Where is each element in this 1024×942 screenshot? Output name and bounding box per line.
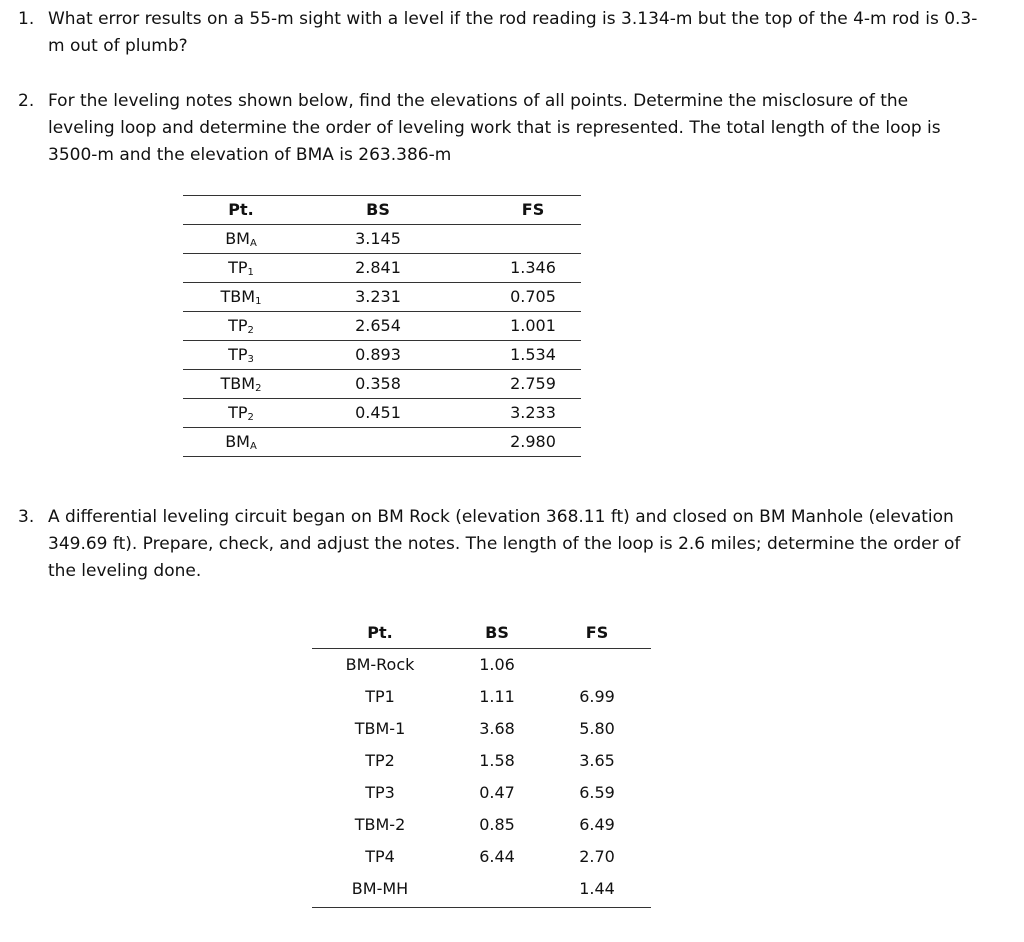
foresight-cell: 2.70 [579,847,615,866]
point-cell: TP3 [365,783,395,802]
foresight-cell: 6.59 [579,783,615,802]
foresight-cell: 2.759 [510,374,556,393]
backsight-cell: 1.06 [479,655,515,674]
backsight-cell: 2.841 [355,258,401,277]
foresight-cell: 6.99 [579,687,615,706]
backsight-cell: 1.11 [479,687,515,706]
table-row [183,428,581,457]
question-text: A differential leveling circuit began on BM Rock (elevation 368.11 ft) and closed on BM Manhole (elevation 349.69 ft). Prepare, check, and adjust the notes. The length of the loop is 2.6 miles; determine the order of the leveling done. [48,507,961,581]
backsight-cell: 3.68 [479,719,515,738]
point-name: BM [225,432,250,451]
backsight-cell: 2.654 [355,316,401,335]
point-subscript: A [249,441,257,452]
point-name: TP [228,258,248,277]
point-cell: TP4 [365,847,395,866]
point-subscript: 2 [255,383,262,394]
question-number: 1. [18,9,35,29]
point-name: TP [228,403,248,422]
backsight-cell: 3.145 [355,229,401,248]
leveling-notes-table-metric [183,195,581,457]
question-2 [18,88,978,169]
point-cell: TP1 [365,687,395,706]
point-subscript: 1 [255,296,262,307]
question-number: 2. [18,91,35,111]
table-header-row [312,618,651,649]
point-name: TP [228,316,248,335]
point-name: TBM [220,287,256,306]
foresight-cell: 1.44 [579,879,615,898]
table-row [312,873,651,908]
table-row [312,649,651,681]
backsight-cell: 0.893 [355,345,401,364]
table-row [312,841,651,873]
table-row [312,713,651,745]
question-text: What error results on a 55-m sight with a level if the rod reading is 3.134-m but the top of the 4-m rod is 0.3-m out of plumb? [48,9,978,56]
table-row [183,312,581,341]
table-row [183,370,581,399]
point-name: BM [225,229,250,248]
foresight-cell: 0.705 [510,287,556,306]
table-header-row [183,196,581,225]
point-cell: BM-MH [351,879,409,898]
question-1 [18,6,978,60]
table-row [183,254,581,283]
table-row [312,777,651,809]
point-cell [203,428,279,461]
foresight-cell: 3.233 [510,403,556,422]
foresight-cell: 1.534 [510,345,556,364]
foresight-cell: 3.65 [579,751,615,770]
question-text: For the leveling notes shown below, find the elevations of all points. Determine the misclosure of the leveling loop and determine the order of leveling work that is represented. The total length of the loop is 3500-m and the elevation of BMA is 263.386-m [48,91,941,165]
column-header: BS [366,200,390,219]
table-row [312,809,651,841]
point-subscript: 1 [247,267,254,278]
point-subscript: 2 [247,412,254,423]
point-subscript: 3 [247,354,254,365]
foresight-cell: 1.001 [510,316,556,335]
table-row [312,745,651,777]
point-cell: TBM-2 [354,815,406,834]
question-3 [18,504,978,585]
column-header: FS [585,623,609,642]
point-name: TBM [220,374,256,393]
table-row [183,283,581,312]
question-number: 3. [18,507,35,527]
point-cell: TBM-1 [354,719,406,738]
table-row [183,399,581,428]
foresight-cell: 1.346 [510,258,556,277]
table-row [183,341,581,370]
backsight-cell: 1.58 [479,751,515,770]
backsight-cell: 0.451 [355,403,401,422]
foresight-cell: 6.49 [579,815,615,834]
backsight-cell: 6.44 [479,847,515,866]
backsight-cell: 3.231 [355,287,401,306]
leveling-notes-table-feet [312,618,651,908]
column-header: Pt. [367,623,393,642]
point-cell: BM-Rock [345,655,415,674]
backsight-cell: 0.47 [479,783,515,802]
point-subscript: A [249,238,257,249]
foresight-cell: 2.980 [510,432,556,451]
column-header: FS [521,200,545,219]
foresight-cell: 5.80 [579,719,615,738]
column-header: BS [485,623,509,642]
point-subscript: 2 [247,325,254,336]
table-row [183,225,581,254]
backsight-cell: 0.85 [479,815,515,834]
point-name: TP [228,345,248,364]
backsight-cell: 0.358 [355,374,401,393]
column-header: Pt. [228,200,254,219]
point-cell: TP2 [365,751,395,770]
table-row [312,681,651,713]
